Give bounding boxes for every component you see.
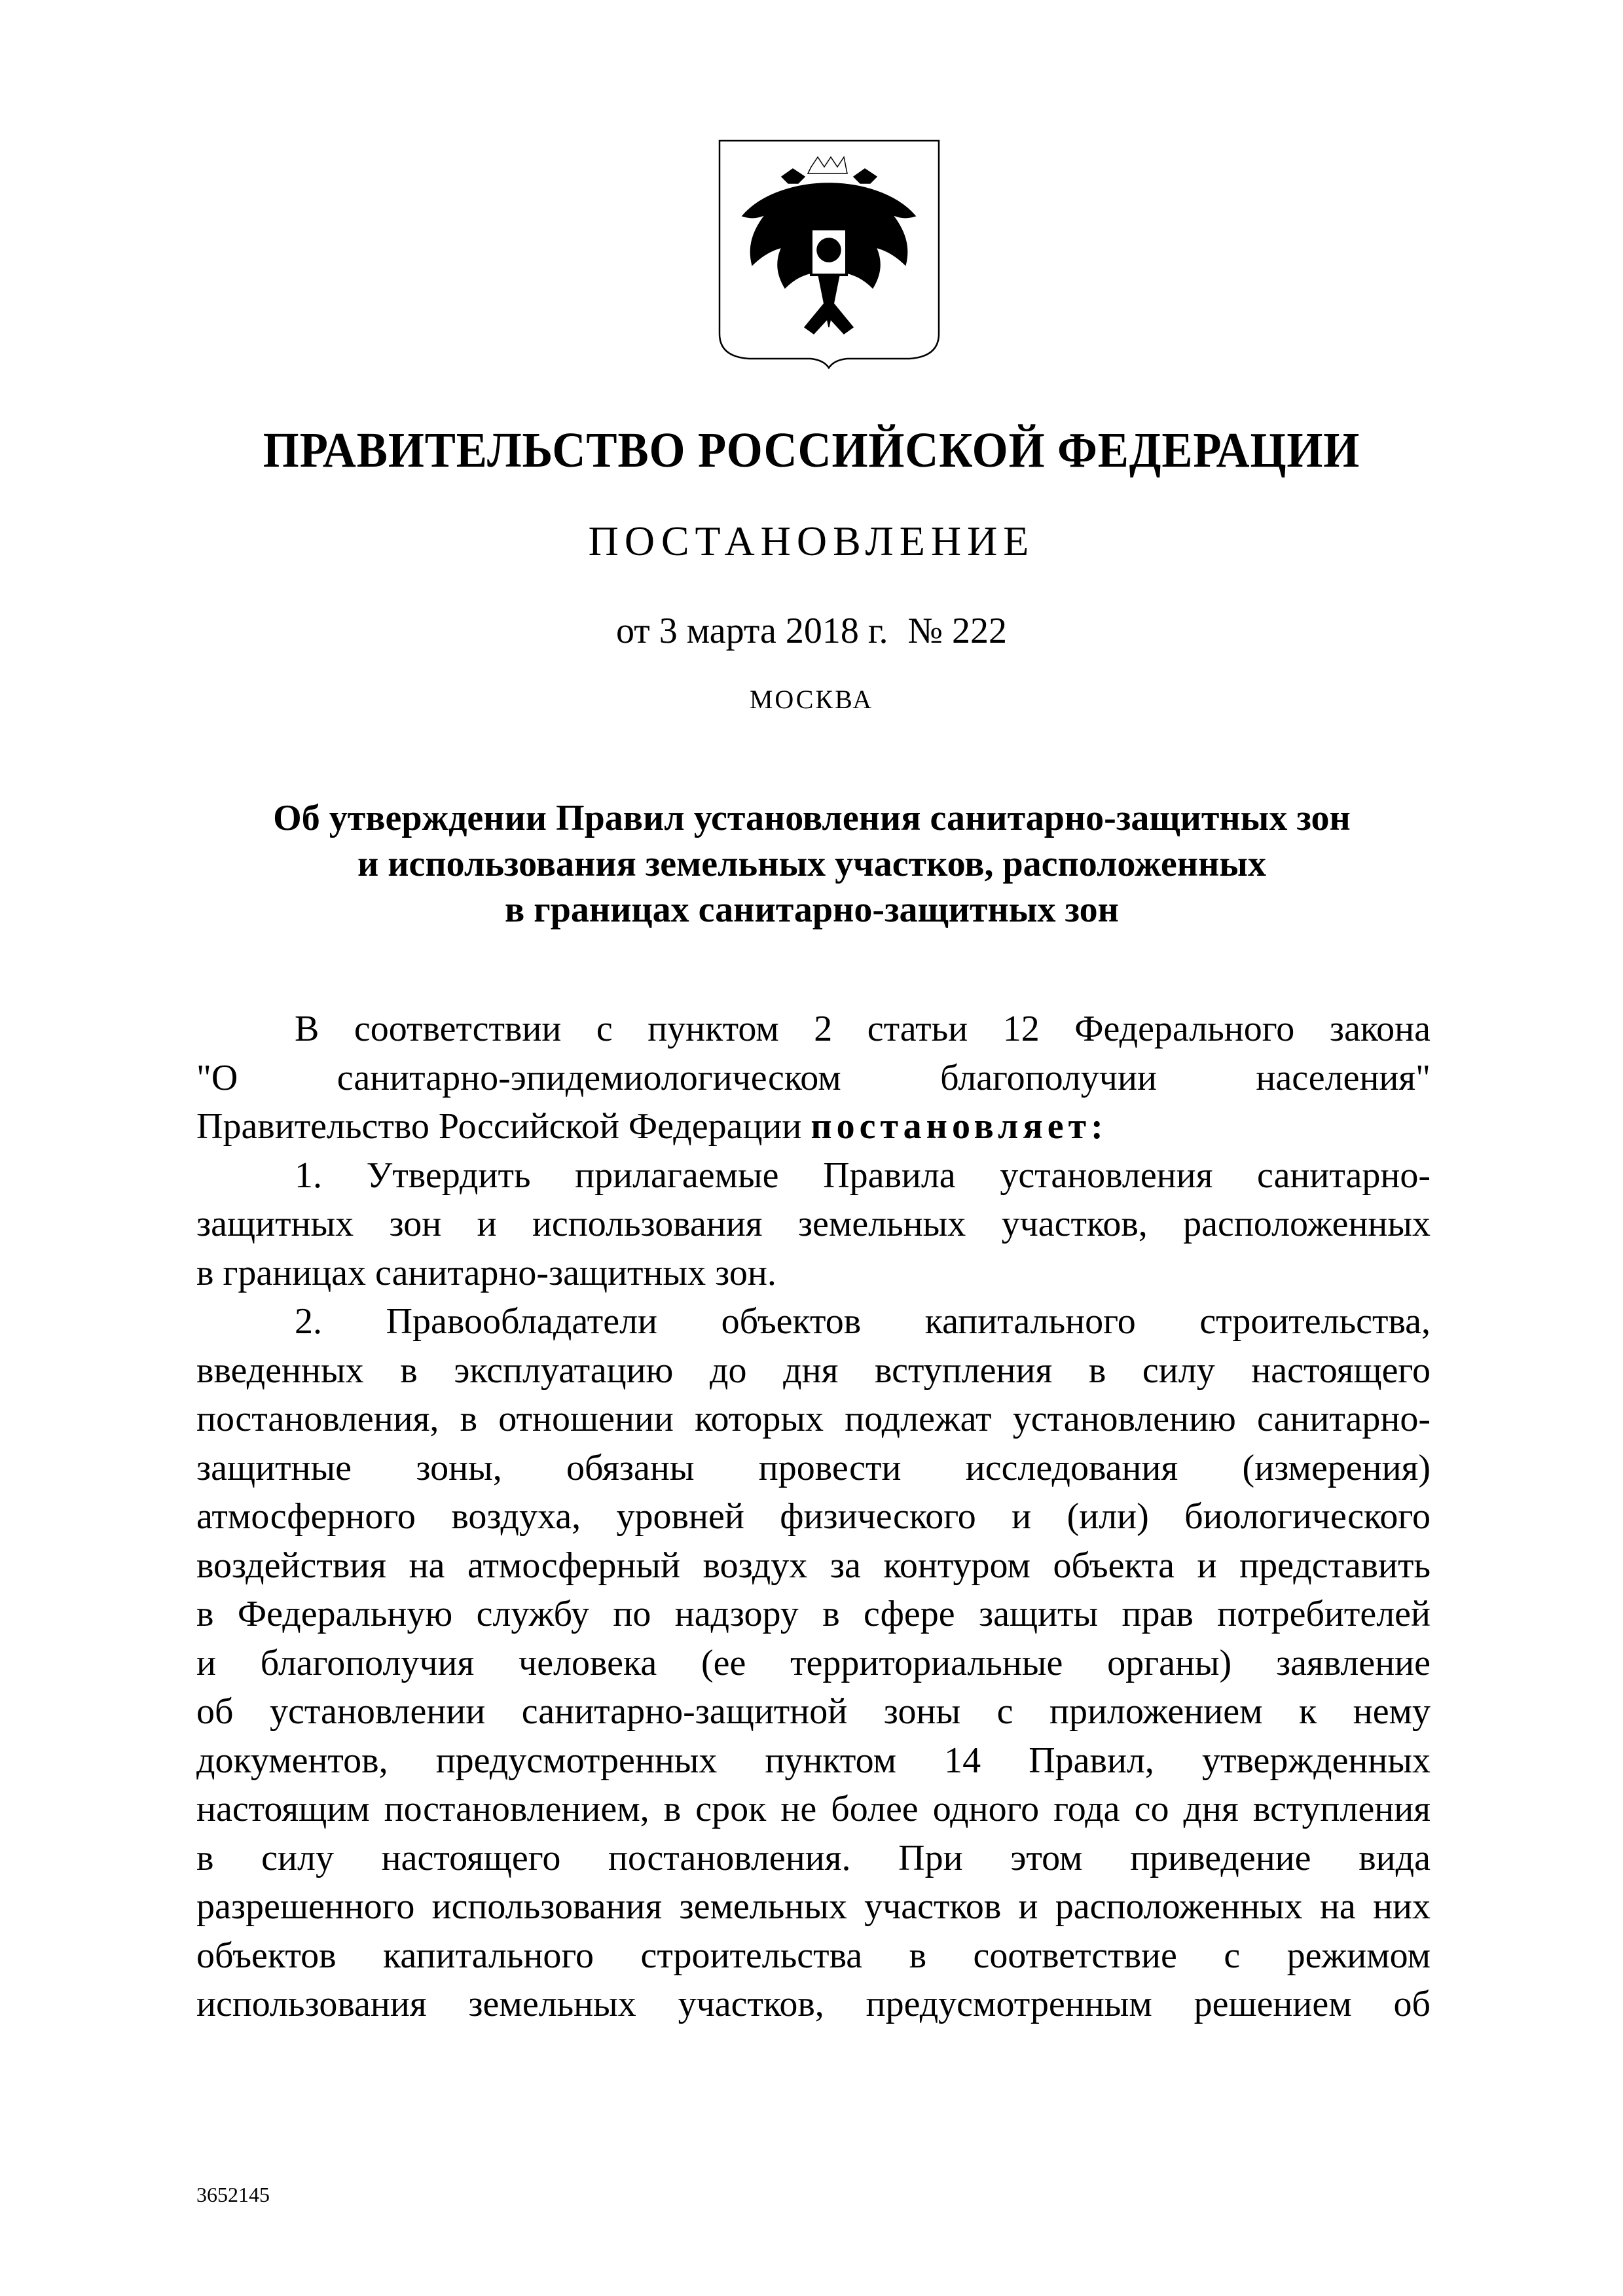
body-line: В соответствии с пунктом 2 статьи 12 Федерального закона <box>295 1009 1431 1049</box>
body-line: настоящим постановлением, в срок не более одного года со дня вступления <box>196 1789 1431 1829</box>
body-line: 2. Правообладатели объектов капитального строительства, <box>295 1301 1431 1342</box>
body-line: введенных в эксплуатацию до дня вступления в силу настоящего <box>196 1350 1431 1391</box>
title-line: в границах санитарно-защитных зон <box>505 889 1119 930</box>
body-line: разрешенного использования земельных участков и расположенных на них <box>196 1886 1431 1927</box>
government-name: ПРАВИТЕЛЬСТВО РОССИЙСКОЙ ФЕДЕРАЦИИ <box>263 423 1360 478</box>
body-line: документов, предусмотренных пунктом 14 Правил, утвержденных <box>196 1740 1431 1781</box>
body-line: 1. Утвердить прилагаемые Правила установления санитарно- <box>295 1155 1431 1196</box>
date-number-line <box>0 610 1623 652</box>
body-line: воздействия на атмосферный воздух за контуром объекта и представить <box>196 1545 1431 1586</box>
body-line: объектов капитального строительства в соответствие с режимом <box>196 1935 1431 1976</box>
preamble-subject: Правительство Российской Федерации <box>196 1106 802 1147</box>
body-line: атмосферного воздуха, уровней физического и (или) биологического <box>196 1496 1431 1537</box>
body-line <box>196 1102 1431 1151</box>
city: МОСКВА <box>749 685 874 714</box>
title-line: Об утверждении Правил установления санитарно-защитных зон <box>273 798 1351 838</box>
body-line: защитные зоны, обязаны провести исследования (измерения) <box>196 1447 1431 1488</box>
body-line: об установлении санитарно-защитной зоны с приложением к нему <box>196 1691 1431 1732</box>
body-line: в Федеральную службу по надзору в сфере защиты прав потребителей <box>196 1594 1431 1634</box>
body-line: защитных зон и использования земельных участков, расположенных <box>196 1204 1431 1244</box>
decree-word: постановляет: <box>811 1106 1108 1147</box>
title-line: и использования земельных участков, расположенных <box>357 844 1267 884</box>
coat-of-arms-emblem-icon <box>713 137 945 370</box>
document-date: от 3 марта 2018 г. <box>615 611 888 651</box>
body-line: "О санитарно-эпидемиологическом благополучии населения" <box>196 1057 1431 1098</box>
body-line: в границах санитарно-защитных зон. <box>196 1252 776 1293</box>
body-line: использования земельных участков, предусмотренным решением об <box>196 1984 1431 2024</box>
document-number: № 222 <box>907 611 1007 651</box>
body-line: постановления, в отношении которых подлежат установлению санитарно- <box>196 1399 1431 1439</box>
document-type: ПОСТАНОВЛЕНИЕ <box>588 518 1035 564</box>
document-code: 3652145 <box>196 2183 270 2206</box>
body-line: и благополучия человека (ее территориальные органы) заявление <box>196 1642 1431 1683</box>
document-title <box>196 795 1427 933</box>
document-body <box>196 1005 1431 2029</box>
body-line: в силу настоящего постановления. При этом приведение вида <box>196 1837 1431 1878</box>
